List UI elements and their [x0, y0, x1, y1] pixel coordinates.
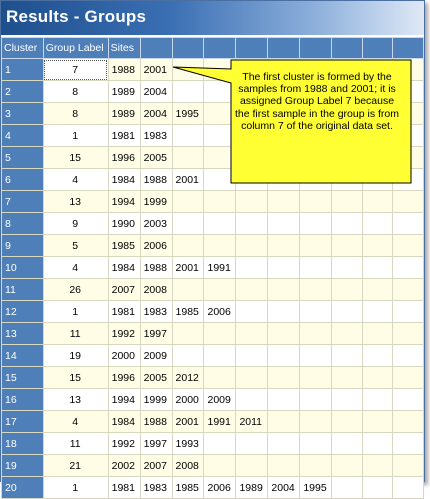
group-label-cell[interactable]: 13 — [43, 389, 108, 411]
site-cell[interactable] — [204, 345, 236, 367]
row-header-cluster[interactable]: 18 — [2, 433, 44, 455]
group-label-cell[interactable]: 5 — [43, 235, 108, 257]
table-row[interactable] — [2, 191, 424, 213]
row-header-cluster[interactable]: 19 — [2, 455, 44, 477]
site-cell[interactable] — [362, 477, 393, 499]
site-cell[interactable]: 1999 — [140, 191, 172, 213]
site-cell[interactable]: 1997 — [140, 323, 172, 345]
site-cell[interactable] — [204, 433, 236, 455]
column-header-empty-7[interactable] — [268, 38, 300, 59]
site-cell[interactable] — [362, 301, 393, 323]
site-cell[interactable] — [268, 213, 300, 235]
site-cell[interactable] — [332, 345, 363, 367]
site-cell[interactable]: 2008 — [172, 455, 204, 477]
site-cell[interactable]: 1981 — [108, 477, 140, 499]
site-cell[interactable] — [362, 191, 393, 213]
site-cell[interactable] — [172, 345, 204, 367]
site-cell[interactable] — [204, 235, 236, 257]
site-cell[interactable] — [300, 213, 332, 235]
table-row[interactable] — [2, 477, 424, 499]
site-cell[interactable]: 1985 — [172, 477, 204, 499]
site-cell[interactable]: 2007 — [108, 279, 140, 301]
site-cell[interactable] — [332, 323, 363, 345]
site-cell[interactable] — [332, 191, 363, 213]
site-cell[interactable] — [236, 257, 268, 279]
site-cell[interactable] — [332, 389, 363, 411]
group-label-cell[interactable]: 4 — [43, 169, 108, 191]
site-cell[interactable] — [332, 433, 363, 455]
row-header-cluster[interactable]: 5 — [2, 147, 44, 169]
site-cell[interactable]: 1985 — [172, 301, 204, 323]
site-cell[interactable] — [172, 323, 204, 345]
row-header-cluster[interactable]: 12 — [2, 301, 44, 323]
table-row[interactable] — [2, 235, 424, 257]
site-cell[interactable] — [393, 279, 424, 301]
column-header-empty-4[interactable] — [172, 38, 204, 59]
site-cell[interactable] — [268, 455, 300, 477]
site-cell[interactable]: 2009 — [204, 389, 236, 411]
table-row[interactable] — [2, 367, 424, 389]
site-cell[interactable] — [300, 191, 332, 213]
row-header-cluster[interactable]: 14 — [2, 345, 44, 367]
site-cell[interactable] — [172, 279, 204, 301]
site-cell[interactable] — [300, 235, 332, 257]
site-cell[interactable]: 1988 — [108, 59, 140, 81]
site-cell[interactable]: 2004 — [140, 103, 172, 125]
site-cell[interactable] — [268, 389, 300, 411]
site-cell[interactable] — [393, 345, 424, 367]
site-cell[interactable]: 2007 — [140, 455, 172, 477]
site-cell[interactable] — [393, 257, 424, 279]
site-cell[interactable] — [300, 345, 332, 367]
site-cell[interactable] — [204, 213, 236, 235]
site-cell[interactable]: 2004 — [140, 81, 172, 103]
site-cell[interactable] — [204, 191, 236, 213]
site-cell[interactable]: 1992 — [108, 323, 140, 345]
site-cell[interactable] — [332, 279, 363, 301]
site-cell[interactable] — [236, 279, 268, 301]
site-cell[interactable]: 2001 — [172, 257, 204, 279]
group-label-cell[interactable]: 4 — [43, 257, 108, 279]
site-cell[interactable] — [332, 477, 363, 499]
site-cell[interactable]: 2009 — [140, 345, 172, 367]
title-bar — [1, 1, 424, 35]
row-header-cluster[interactable]: 4 — [2, 125, 44, 147]
column-header-empty-9[interactable] — [332, 38, 363, 59]
table-row[interactable] — [2, 213, 424, 235]
table-row[interactable] — [2, 257, 424, 279]
site-cell[interactable] — [300, 257, 332, 279]
site-cell[interactable] — [393, 411, 424, 433]
site-cell[interactable] — [300, 389, 332, 411]
site-cell[interactable] — [268, 433, 300, 455]
site-cell[interactable] — [300, 367, 332, 389]
group-label-cell[interactable]: 1 — [43, 477, 108, 499]
group-label-cell[interactable]: 1 — [43, 125, 108, 147]
site-cell[interactable] — [362, 345, 393, 367]
site-cell[interactable]: 2001 — [172, 169, 204, 191]
site-cell[interactable] — [268, 367, 300, 389]
table-row[interactable] — [2, 411, 424, 433]
callout-text: The first cluster is formed by the samples from 1988 and 2001; it is assigned Group Label 7 because the first sample in the group is from column 7 of the original data set. — [235, 71, 399, 132]
group-label-cell[interactable]: 19 — [43, 345, 108, 367]
site-cell[interactable]: 1989 — [236, 477, 268, 499]
site-cell[interactable] — [268, 345, 300, 367]
site-cell[interactable]: 1984 — [108, 411, 140, 433]
row-header-cluster[interactable]: 1 — [2, 59, 44, 81]
site-cell[interactable]: 1989 — [108, 103, 140, 125]
table-row[interactable] — [2, 301, 424, 323]
group-label-cell[interactable]: 11 — [43, 323, 108, 345]
site-cell[interactable]: 1991 — [204, 257, 236, 279]
site-cell[interactable] — [172, 213, 204, 235]
site-cell[interactable] — [393, 433, 424, 455]
site-cell[interactable] — [332, 367, 363, 389]
site-cell[interactable] — [172, 235, 204, 257]
column-header-sites[interactable]: Sites — [108, 38, 140, 59]
site-cell[interactable] — [332, 301, 363, 323]
site-cell[interactable]: 1981 — [108, 125, 140, 147]
site-cell[interactable] — [362, 279, 393, 301]
site-cell[interactable] — [332, 213, 363, 235]
site-cell[interactable] — [393, 213, 424, 235]
site-cell[interactable] — [204, 279, 236, 301]
site-cell[interactable] — [300, 455, 332, 477]
site-cell[interactable] — [300, 301, 332, 323]
row-header-cluster[interactable]: 16 — [2, 389, 44, 411]
site-cell[interactable] — [362, 433, 393, 455]
row-header-cluster[interactable]: 9 — [2, 235, 44, 257]
site-cell[interactable] — [268, 323, 300, 345]
row-header-cluster[interactable]: 13 — [2, 323, 44, 345]
site-cell[interactable]: 1993 — [172, 433, 204, 455]
site-cell[interactable] — [236, 345, 268, 367]
site-cell[interactable] — [393, 389, 424, 411]
site-cell[interactable]: 1985 — [108, 235, 140, 257]
row-header-cluster[interactable]: 7 — [2, 191, 44, 213]
site-cell[interactable]: 1999 — [140, 389, 172, 411]
site-cell[interactable] — [236, 191, 268, 213]
site-cell[interactable] — [268, 191, 300, 213]
table-row[interactable] — [2, 279, 424, 301]
table-row[interactable] — [2, 345, 424, 367]
site-cell[interactable] — [332, 235, 363, 257]
site-cell[interactable]: 1994 — [108, 389, 140, 411]
site-cell[interactable]: 1983 — [140, 301, 172, 323]
site-cell[interactable] — [362, 455, 393, 477]
site-cell[interactable] — [300, 411, 332, 433]
site-cell[interactable]: 2003 — [140, 213, 172, 235]
row-header-cluster[interactable]: 8 — [2, 213, 44, 235]
site-cell[interactable]: 1990 — [108, 213, 140, 235]
group-label-cell[interactable]: 1 — [43, 301, 108, 323]
group-label-cell[interactable]: 4 — [43, 411, 108, 433]
table-row[interactable] — [2, 455, 424, 477]
row-header-cluster[interactable]: 3 — [2, 103, 44, 125]
site-cell[interactable] — [172, 191, 204, 213]
site-cell[interactable] — [300, 433, 332, 455]
window-title: Results - Groups — [6, 7, 147, 26]
column-header-empty-6[interactable] — [236, 38, 268, 59]
site-cell[interactable] — [236, 455, 268, 477]
site-cell[interactable] — [393, 235, 424, 257]
site-cell[interactable] — [362, 389, 393, 411]
site-cell[interactable] — [362, 235, 393, 257]
site-cell[interactable]: 1988 — [140, 169, 172, 191]
site-cell[interactable]: 1991 — [204, 411, 236, 433]
site-cell[interactable] — [236, 389, 268, 411]
site-cell[interactable] — [236, 235, 268, 257]
site-cell[interactable]: 1992 — [108, 433, 140, 455]
table-row[interactable] — [2, 389, 424, 411]
column-header-empty-3[interactable] — [140, 38, 172, 59]
column-header-empty-5[interactable] — [204, 38, 236, 59]
site-cell[interactable]: 2005 — [140, 367, 172, 389]
site-cell[interactable]: 2005 — [140, 147, 172, 169]
site-cell[interactable] — [393, 323, 424, 345]
site-cell[interactable]: 1988 — [140, 411, 172, 433]
site-cell[interactable] — [236, 301, 268, 323]
row-header-cluster[interactable]: 15 — [2, 367, 44, 389]
row-header-cluster[interactable]: 17 — [2, 411, 44, 433]
column-header-cluster[interactable]: Cluster — [2, 38, 44, 59]
site-cell[interactable] — [268, 301, 300, 323]
site-cell[interactable] — [393, 191, 424, 213]
group-label-cell[interactable]: 26 — [43, 279, 108, 301]
site-cell[interactable] — [236, 213, 268, 235]
site-cell[interactable]: 2000 — [172, 389, 204, 411]
site-cell[interactable] — [332, 411, 363, 433]
site-cell[interactable]: 2008 — [140, 279, 172, 301]
row-header-cluster[interactable]: 20 — [2, 477, 44, 499]
group-label-cell[interactable]: 15 — [43, 147, 108, 169]
group-label-cell[interactable]: 11 — [43, 433, 108, 455]
site-cell[interactable]: 1981 — [108, 301, 140, 323]
site-cell[interactable]: 1983 — [140, 477, 172, 499]
site-cell[interactable]: 1984 — [108, 257, 140, 279]
site-cell[interactable] — [362, 323, 393, 345]
site-cell[interactable]: 2006 — [204, 477, 236, 499]
group-label-cell[interactable]: 9 — [43, 213, 108, 235]
site-cell[interactable]: 2000 — [108, 345, 140, 367]
site-cell[interactable] — [300, 279, 332, 301]
group-label-cell[interactable]: 8 — [43, 81, 108, 103]
table-row[interactable] — [2, 323, 424, 345]
site-cell[interactable]: 2006 — [140, 235, 172, 257]
site-cell[interactable] — [332, 257, 363, 279]
group-label-cell[interactable]: 15 — [43, 367, 108, 389]
site-cell[interactable] — [236, 367, 268, 389]
site-cell[interactable] — [236, 323, 268, 345]
site-cell[interactable]: 2001 — [172, 411, 204, 433]
table-row[interactable] — [2, 433, 424, 455]
row-header-cluster[interactable]: 10 — [2, 257, 44, 279]
site-cell[interactable]: 1996 — [108, 147, 140, 169]
site-cell[interactable]: 2004 — [268, 477, 300, 499]
header-row — [2, 38, 424, 59]
site-cell[interactable]: 1988 — [140, 257, 172, 279]
site-cell[interactable] — [268, 279, 300, 301]
site-cell[interactable] — [362, 257, 393, 279]
site-cell[interactable]: 1984 — [108, 169, 140, 191]
site-cell[interactable]: 2006 — [204, 301, 236, 323]
site-cell[interactable]: 2011 — [236, 411, 268, 433]
site-cell[interactable] — [268, 411, 300, 433]
site-cell[interactable] — [300, 323, 332, 345]
site-cell[interactable] — [268, 257, 300, 279]
site-cell[interactable] — [362, 213, 393, 235]
site-cell[interactable]: 1989 — [108, 81, 140, 103]
site-cell[interactable]: 1983 — [140, 125, 172, 147]
group-label-cell[interactable]: 21 — [43, 455, 108, 477]
site-cell[interactable]: 1996 — [108, 367, 140, 389]
site-cell[interactable]: 1997 — [140, 433, 172, 455]
site-cell[interactable] — [204, 323, 236, 345]
row-header-cluster[interactable]: 11 — [2, 279, 44, 301]
site-cell[interactable] — [204, 455, 236, 477]
site-cell[interactable] — [393, 477, 424, 499]
site-cell[interactable]: 2002 — [108, 455, 140, 477]
site-cell[interactable] — [362, 367, 393, 389]
site-cell[interactable] — [393, 301, 424, 323]
site-cell[interactable] — [268, 235, 300, 257]
column-header-empty-11[interactable] — [393, 38, 424, 59]
group-label-cell[interactable]: 8 — [43, 103, 108, 125]
column-header-empty-10[interactable] — [362, 38, 393, 59]
site-cell[interactable] — [393, 455, 424, 477]
site-cell[interactable]: 2012 — [172, 367, 204, 389]
site-cell[interactable] — [393, 367, 424, 389]
site-cell[interactable] — [332, 455, 363, 477]
site-cell[interactable]: 2001 — [140, 59, 172, 81]
site-cell[interactable] — [204, 367, 236, 389]
column-header-empty-8[interactable] — [300, 38, 332, 59]
group-label-cell[interactable]: 13 — [43, 191, 108, 213]
site-cell[interactable] — [236, 433, 268, 455]
column-header-group-label[interactable]: Group Label — [43, 38, 108, 59]
row-header-cluster[interactable]: 6 — [2, 169, 44, 191]
site-cell[interactable]: 1995 — [172, 103, 204, 125]
site-cell[interactable]: 1995 — [300, 477, 332, 499]
row-header-cluster[interactable]: 2 — [2, 81, 44, 103]
site-cell[interactable]: 1994 — [108, 191, 140, 213]
site-cell[interactable] — [362, 411, 393, 433]
group-label-cell[interactable]: 7 — [43, 59, 108, 81]
